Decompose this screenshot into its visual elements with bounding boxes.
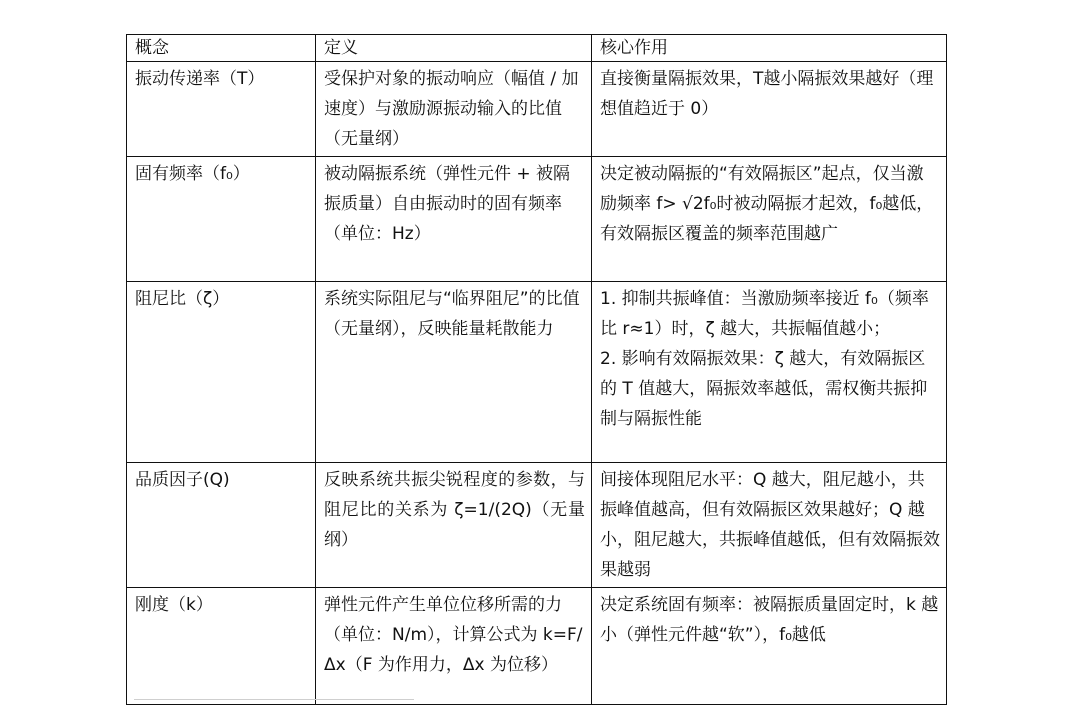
cell-role: 直接衡量隔振效果，T越小隔振效果越好（理想值趋近于 0） bbox=[592, 62, 947, 157]
cell-concept: 刚度（k） bbox=[127, 588, 316, 705]
cell-concept: 阻尼比（ζ） bbox=[127, 282, 316, 463]
cell-role: 决定系统固有频率：被隔振质量固定时，k 越小（弹性元件越“软”），f₀越低 bbox=[592, 588, 947, 705]
table-header-row bbox=[127, 35, 947, 62]
table-row bbox=[127, 588, 947, 705]
table-row bbox=[127, 463, 947, 588]
table-row bbox=[127, 157, 947, 282]
header-role: 核心作用 bbox=[592, 35, 947, 62]
cell-concept: 品质因子(Q) bbox=[127, 463, 316, 588]
cell-definition: 弹性元件产生单位位移所需的力（单位：N/m），计算公式为 k=F/Δx（F 为作用力，Δx 为位移） bbox=[316, 588, 592, 705]
table-row bbox=[127, 282, 947, 463]
cell-definition: 被动隔振系统（弹性元件 + 被隔振质量）自由振动时的固有频率（单位：Hz） bbox=[316, 157, 592, 282]
concept-table-container bbox=[126, 34, 947, 705]
header-definition: 定义 bbox=[316, 35, 592, 62]
bottom-divider bbox=[134, 699, 414, 700]
cell-concept: 振动传递率（T） bbox=[127, 62, 316, 157]
cell-role: 间接体现阻尼水平：Q 越大，阻尼越小，共振峰值越高，但有效隔振区效果越好；Q 越小，阻尼越大，共振峰值越低，但有效隔振效果越弱 bbox=[592, 463, 947, 588]
cell-role: 决定被动隔振的“有效隔振区”起点，仅当激励频率 f> √2f₀时被动隔振才起效，f₀越低，有效隔振区覆盖的频率范围越广 bbox=[592, 157, 947, 282]
cell-role bbox=[592, 282, 947, 463]
cell-definition: 反映系统共振尖锐程度的参数，与阻尼比的关系为 ζ=1/(2Q)（无量纲） bbox=[316, 463, 592, 588]
cell-concept: 固有频率（f₀） bbox=[127, 157, 316, 282]
role-item-2: 2. 影响有效隔振效果：ζ 越大，有效隔振区的 T 值越大，隔振效率越低，需权衡共振抑制与隔振性能 bbox=[600, 349, 928, 429]
cell-definition: 系统实际阻尼与“临界阻尼”的比值（无量纲），反映能量耗散能力 bbox=[316, 282, 592, 463]
table-row bbox=[127, 62, 947, 157]
cell-definition: 受保护对象的振动响应（幅值 / 加速度）与激励源振动输入的比值（无量纲） bbox=[316, 62, 592, 157]
role-item-1: 1. 抑制共振峰值：当激励频率接近 f₀（频率比 r≈1）时，ζ 越大，共振幅值越小； bbox=[600, 289, 929, 339]
header-concept: 概念 bbox=[127, 35, 316, 62]
concept-table bbox=[126, 34, 947, 705]
